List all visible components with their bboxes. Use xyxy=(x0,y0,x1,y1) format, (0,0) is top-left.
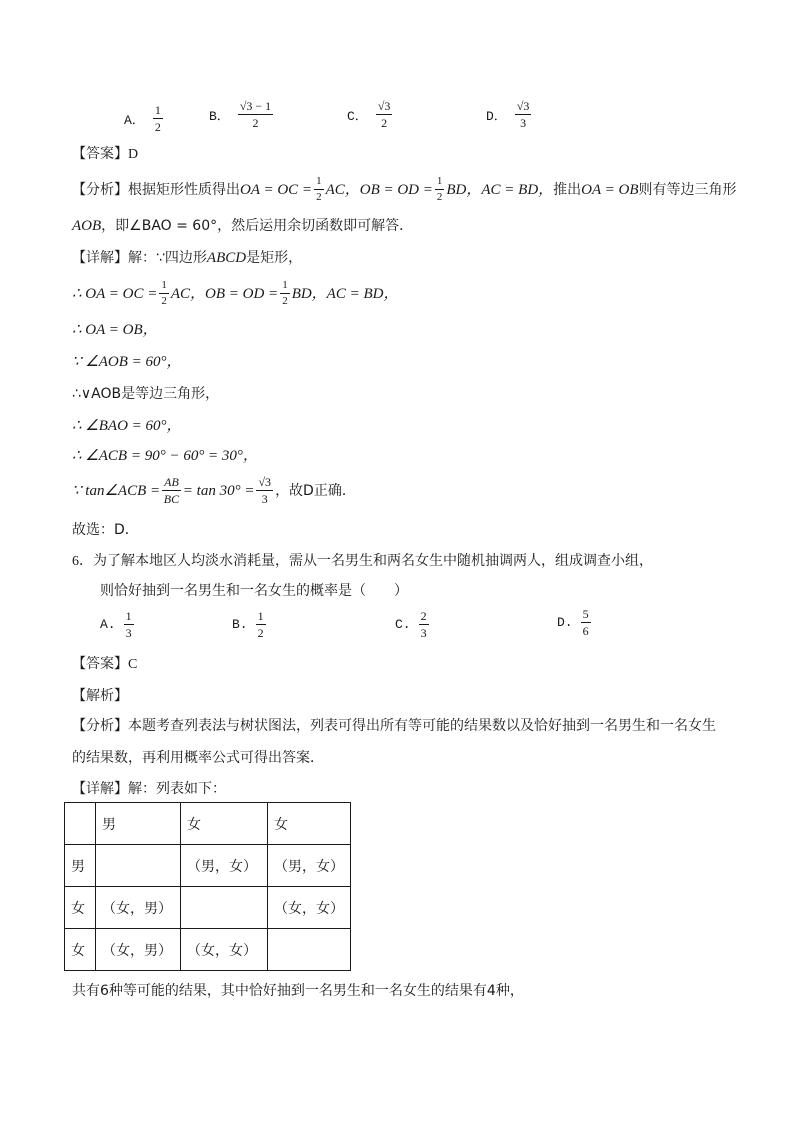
table-row xyxy=(65,887,351,929)
table-row xyxy=(65,803,351,845)
table-cell: 男 xyxy=(96,803,181,845)
option-label: A. xyxy=(100,617,116,632)
q6-stem-line2: 则恰好抽到一名男生和一名女生的概率是（ ） xyxy=(100,583,408,599)
q5-answer: 【答案】D xyxy=(72,146,139,162)
option-label: D． xyxy=(486,109,507,124)
fraction: $\frac{5}{6}$ xyxy=(582,607,589,638)
option-label: C. xyxy=(395,617,411,632)
table-cell: 女 xyxy=(65,929,96,971)
table-cell: （女，女） xyxy=(268,887,351,929)
fraction-half: $\frac{1}{2}$ xyxy=(436,175,443,203)
q6-stem-line1: 6．为了解本地区人均淡水消耗量，需从一名男生和两名女生中随机抽调两人，组成调查小组， xyxy=(72,553,653,569)
q6-conclusion: 共有6种等可能的结果，其中恰好抽到一名男生和一名女生的结果有4种， xyxy=(72,983,524,999)
fraction-half: $\frac{1}{2}$ xyxy=(282,279,288,307)
q6-option-d xyxy=(557,608,593,637)
q5-detail-line3: ∴ OA = OB， xyxy=(72,322,158,338)
q6-option-c xyxy=(395,610,431,639)
table-row xyxy=(65,929,351,971)
q5-detail-line5: ∴∨AOB是等边三角形， xyxy=(72,386,220,402)
q5-option-a xyxy=(124,104,165,133)
fraction: $\frac{1}{2}$ xyxy=(257,609,264,640)
fraction-half: $\frac{1}{2}$ xyxy=(316,175,322,203)
outcome-table xyxy=(64,802,351,971)
fraction: $\frac{√3}{2}$ xyxy=(377,99,391,130)
table-cell: （男，女） xyxy=(181,845,268,887)
q5-detail-line8: ∵ tan∠ACB = $\frac{AB}{BC}$ = tan 30° = $\frac{√3}{3}$ ，故D正确． xyxy=(72,475,356,506)
q5-detail-line7: ∴ ∠ACB = 90° − 60° = 30°， xyxy=(72,448,258,464)
option-label: D. xyxy=(557,615,573,630)
q5-detail-line1: 【详解】解：∵四边形ABCD是矩形， xyxy=(72,250,303,266)
table-cell xyxy=(181,887,268,929)
fraction: $\frac{1}{3}$ xyxy=(125,609,132,640)
table-cell: （女，男） xyxy=(96,929,181,971)
fraction-sqrt3-3: $\frac{√3}{3}$ xyxy=(258,475,272,506)
table-cell: （男，女） xyxy=(268,845,351,887)
table-row xyxy=(65,845,351,887)
table-cell: （女，女） xyxy=(181,929,268,971)
q5-option-b xyxy=(209,100,275,129)
table-cell xyxy=(65,803,96,845)
option-label: B. xyxy=(232,617,248,632)
q5-detail-line4: ∵ ∠AOB = 60°， xyxy=(72,354,182,370)
table-cell: 男 xyxy=(65,845,96,887)
q6-analysis-line2: 的结果数，再利用概率公式可得出答案． xyxy=(72,750,324,766)
q6-option-a xyxy=(100,610,136,639)
q6-option-b xyxy=(232,610,268,639)
fraction-ab-bc: $\frac{AB}{BC}$ xyxy=(163,475,180,506)
table-cell: 女 xyxy=(65,887,96,929)
option-label: C． xyxy=(347,109,368,124)
fraction: $\frac{√3}{3}$ xyxy=(516,99,530,130)
q5-option-d xyxy=(486,100,533,129)
option-label: B． xyxy=(209,109,230,124)
q5-choice: 故选：D． xyxy=(72,522,139,538)
fraction-half: $\frac{1}{2}$ xyxy=(161,279,167,307)
q6-analysis-line1: 【分析】本题考查列表法与树状图法，列表可得出所有等可能的结果数以及恰好抽到一名男生和一名女生 xyxy=(72,718,716,734)
q5-detail-line2: ∴ OA = OC = $\frac{1}{2}$ AC，OB = OD = $\frac{1}{2}$ BD，AC = BD， xyxy=(72,279,399,307)
q5-detail-line6: ∴ ∠BAO = 60°， xyxy=(72,418,182,434)
option-label: A． xyxy=(124,113,145,128)
q5-analysis-line1: 【分析】 根据矩形性质得出 OA = OC = $\frac{1}{2}$ AC，OB = OD = $\frac{1}{2}$ BD，AC = BD， 推出 OA = OB 则有等边三角形 xyxy=(72,175,737,203)
table-cell: 女 xyxy=(181,803,268,845)
q6-answer: 【答案】C xyxy=(72,656,138,672)
fraction: $\frac{2}{3}$ xyxy=(420,609,427,640)
table-cell: （女，男） xyxy=(96,887,181,929)
fraction: $\frac{√3 - 1}{2}$ xyxy=(239,99,272,130)
table-cell xyxy=(268,929,351,971)
table-cell xyxy=(96,845,181,887)
q5-analysis-line2: AOB，即∠BAO = 60°，然后运用余切函数即可解答． xyxy=(72,218,414,234)
q6-jiexi: 【解析】 xyxy=(72,688,128,704)
q5-option-c xyxy=(347,100,394,129)
q6-detail-line1: 【详解】解：列表如下： xyxy=(72,781,226,797)
fraction: $\frac{1}{2}$ xyxy=(154,103,161,134)
table-cell: 女 xyxy=(268,803,351,845)
